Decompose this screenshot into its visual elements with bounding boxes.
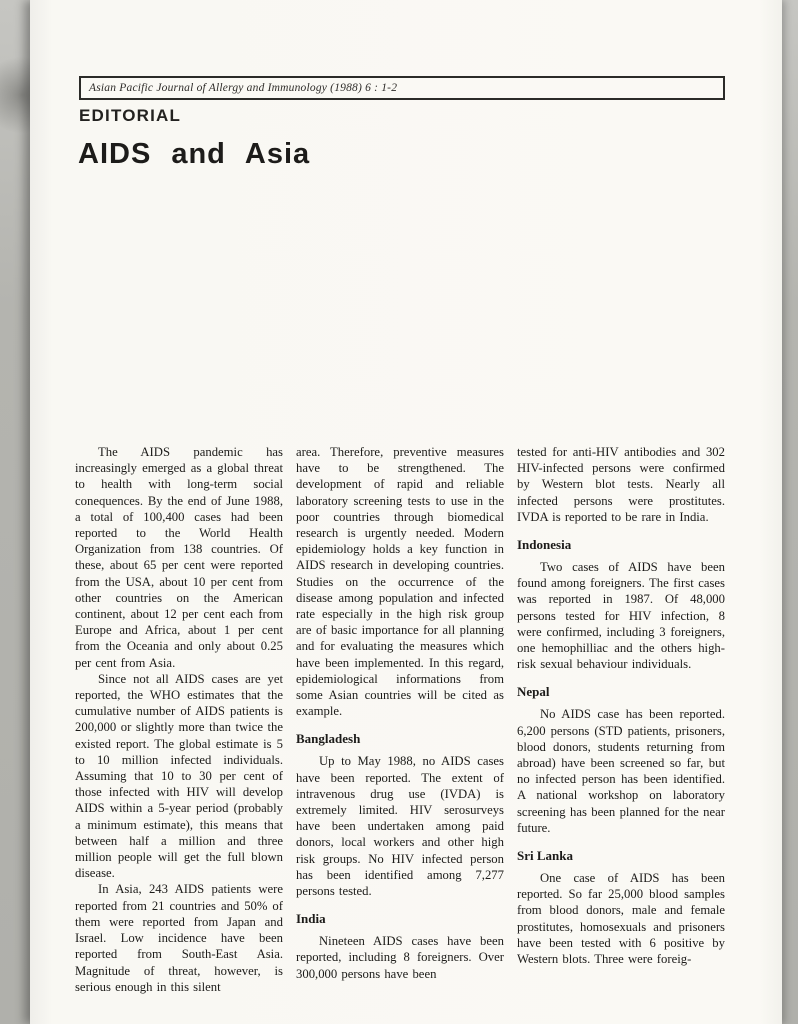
- article-body: [75, 444, 725, 1000]
- paragraph: Nineteen AIDS cases have been reported, including 8 foreigners. Over 300,000 persons have been: [296, 934, 504, 981]
- paragraph: Two cases of AIDS have been found among foreigners. The first cases was reported in 1987. Of 48,000 persons tested for HIV infection, 8 were confirmed, including 3 foreigners, one hemophilliac and the others high-risk sexual behaviour individuals.: [517, 560, 725, 672]
- text-column-3: [517, 444, 725, 1000]
- paragraph: Since not all AIDS cases are yet reported, the WHO estimates that the cumulative number of AIDS patients is 200,000 or slightly more than twice the existed report. The global estimate is 5 to 10 million infected individuals. Assuming that 10 to 30 per cent of those infected with HIV will develop AIDS within a 5-year period (probably a minimum estimate), this means that between half a million and three million people will get the full blown disease.: [75, 671, 283, 881]
- paragraph: In Asia, 243 AIDS patients were reported from 21 countries and 50% of them were reported from Japan and Israel. Low incidence have been reported from South-East Asia. Magnitude of threat, however, is serious enough in this silent: [75, 882, 283, 994]
- paragraph: No AIDS case has been reported. 6,200 persons (STD patients, prisoners, blood donors, students returning from abroad) have been screened so far, but no infected person has been identified. A national workshop on laboratory screening has been planned for the near future.: [517, 707, 725, 835]
- section-heading-indonesia: Indonesia: [517, 537, 572, 553]
- paragraph: The AIDS pandemic has increasingly emerged as a global threat to health with long-term social conequences. By the end of June 1988, a total of 100,400 cases had been reported to the World Health Organization from 138 countries. Of these, about 65 per cent were reported from the USA, about 10 per cent from other countries on the American continent, about 12 per cent each from Europe and Africa, about 1 per cent from the Oceania and only about 0.25 per cent from Asia.: [75, 445, 283, 670]
- paragraph: area. Therefore, preventive measures have to be strengthened. The development of rapid and reliable laboratory screening tests to use in the poor countries through biomedical research is urgently needed. Modern epidemiology holds a key function in AIDS research in developing countries. Studies on the occurrence of the disease among population and infected rate especially in the high risk group are of basic importance for all planning and for evaluating the measures which have been implemented. In this regard, epidemiological informations from some Asian countries will be cited as example.: [296, 445, 504, 719]
- journal-header-box: [79, 76, 725, 100]
- text-column-2: [296, 444, 504, 1000]
- section-heading-sri-lanka: Sri Lanka: [517, 848, 573, 864]
- journal-citation: Asian Pacific Journal of Allergy and Immunology (1988) 6 : 1-2: [89, 82, 398, 94]
- scanned-document-page: [30, 0, 782, 1024]
- paragraph: tested for anti-HIV antibodies and 302 HIV-infected persons were confirmed by Western blot tests. Nearly all infected persons were prostitutes. IVDA is reported to be rare in India.: [517, 445, 725, 524]
- article-title: AIDS and Asia: [78, 138, 311, 170]
- text-column-1: [75, 444, 283, 1000]
- paragraph: Up to May 1988, no AIDS cases have been reported. The extent of intravenous drug use (IVDA) is extremely limited. HIV serosurveys have been undertaken among paid donors, local workers and other high risk groups. No HIV infected person has been identified among 7,277 persons tested.: [296, 754, 504, 899]
- section-heading-bangladesh: Bangladesh: [296, 731, 361, 747]
- paragraph: One case of AIDS has been reported. So far 25,000 blood samples from blood donors, male and female prostitutes, homosexuals and prisoners have been tested with 6 positive by Western blots. Three were foreig-: [517, 871, 725, 967]
- section-heading-nepal: Nepal: [517, 684, 550, 700]
- section-label: EDITORIAL: [79, 106, 182, 125]
- section-heading-india: India: [296, 911, 326, 927]
